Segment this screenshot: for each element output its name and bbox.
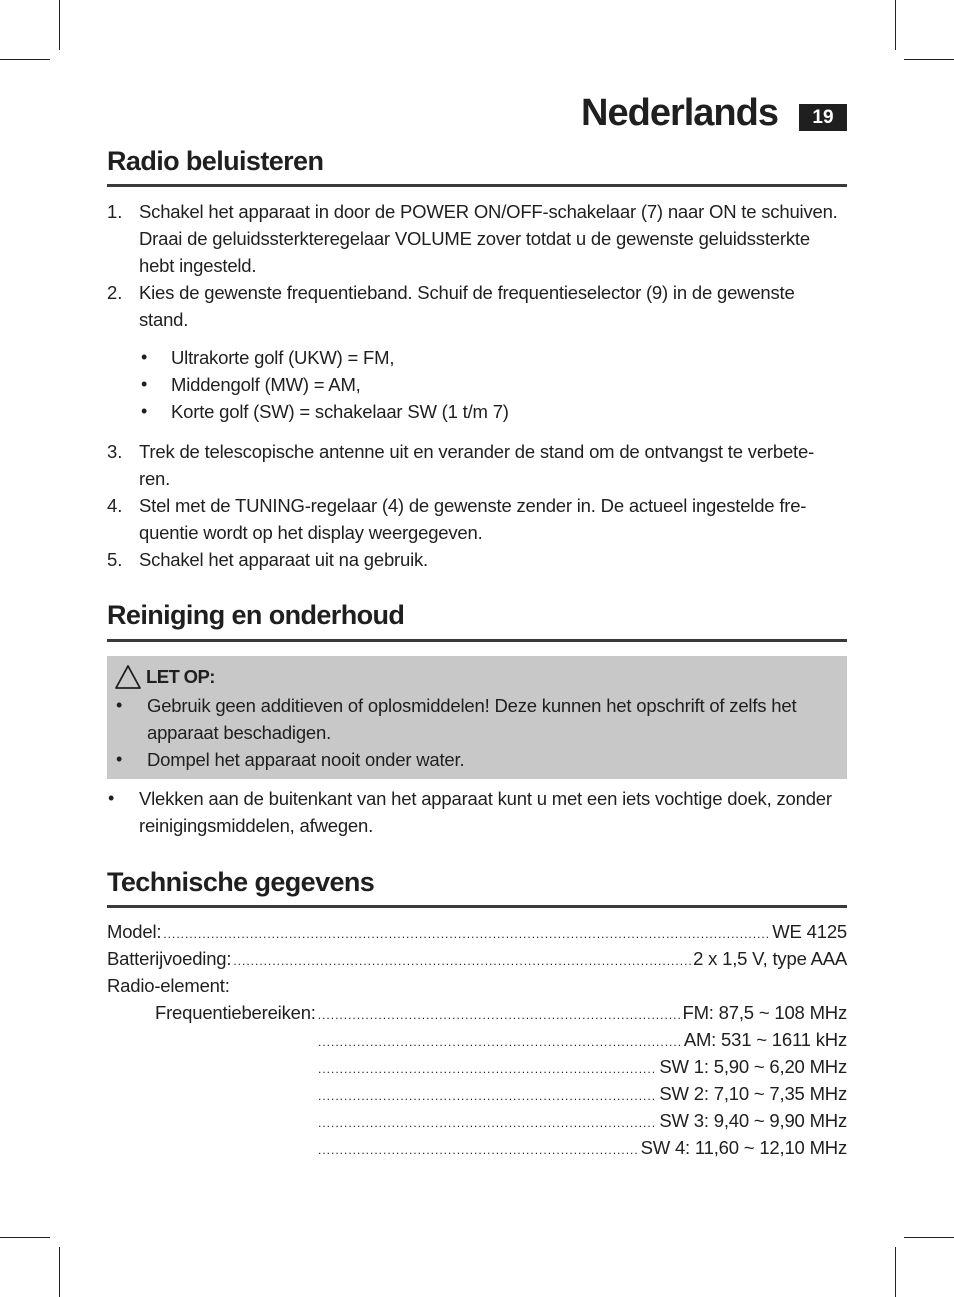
step-number: 5. — [107, 549, 123, 570]
spec-row-frequency: ..... SW 4: 11,60 ~ 12,10 MHz — [316, 1134, 847, 1164]
crop-mark — [895, 1247, 896, 1297]
spec-row-frequency: ..... SW 2: 7,10 ~ 7,35 MHz — [316, 1080, 847, 1110]
step-number: 4. — [107, 495, 123, 516]
language-title: Nederlands — [581, 92, 778, 134]
warning-item: Gebruik geen additieven of oplosmiddelen! Deze kunnen het opschrift of zelfs het apparaat beschadigen. — [147, 695, 797, 743]
step-text: Trek de telescopische antenne uit en verander de stand om de ontvangst te verbete- ren. — [139, 441, 815, 489]
spec-row-frequency: Frequentiebereiken: ..... FM: 87,5 ~ 108 MHz — [155, 999, 847, 1029]
dot-leader — [163, 921, 770, 948]
section-divider — [107, 184, 847, 187]
cleaning-tip: Vlekken aan de buitenkant van het apparaat kunt u met een iets vochtige doek, zonder reinigingsmiddelen, afwegen. — [139, 788, 832, 836]
crop-mark — [904, 59, 954, 60]
section-title-specs: Technische gegevens — [107, 867, 375, 897]
band-item: Middengolf (MW) = AM, — [171, 374, 361, 395]
section-divider — [107, 905, 847, 908]
step-text: Kies de gewenste frequentieband. Schuif de frequentieselector (9) in de gewenste stand. — [139, 282, 795, 330]
spec-row-frequency: ..... SW 3: 9,40 ~ 9,90 MHz — [316, 1107, 847, 1137]
spec-row-battery: Batterijvoeding: ..... 2 x 1,5 V, type AAA — [107, 945, 847, 975]
dot-leader — [318, 1002, 681, 1029]
section-divider — [107, 639, 847, 642]
step-text: Stel met de TUNING-regelaar (4) de gewenste zender in. De actueel ingestelde fre- quentie wordt op het display weergegeven. — [139, 495, 807, 543]
dot-leader — [233, 948, 691, 975]
crop-mark — [904, 1237, 954, 1238]
bullet-dot: • — [116, 695, 123, 715]
dot-leader — [318, 1083, 657, 1110]
dot-leader — [318, 1029, 682, 1056]
spec-row-frequency: ..... AM: 531 ~ 1611 kHz — [316, 1026, 847, 1056]
step-text: Schakel het apparaat in door de POWER ON/OFF-schakelaar (7) naar ON te schuiven. Draai de geluidssterkteregelaar VOLUME zover totdat u de gewenste geluidssterkte hebt ingesteld. — [139, 201, 838, 276]
spec-radio-label: Radio-element: — [107, 975, 230, 996]
spec-row-frequency: ..... SW 1: 5,90 ~ 6,20 MHz — [316, 1053, 847, 1083]
dot-leader — [318, 1110, 657, 1137]
band-item: Ultrakorte golf (UKW) = FM, — [171, 347, 395, 368]
section-title-cleaning: Reiniging en onderhoud — [107, 600, 405, 630]
step-number: 1. — [107, 201, 123, 222]
dot-leader — [318, 1056, 657, 1083]
page-number-badge: 19 — [799, 104, 847, 131]
crop-mark — [0, 1237, 50, 1238]
band-item: Korte golf (SW) = schakelaar SW (1 t/m 7) — [171, 401, 509, 422]
warning-label: LET OP: — [146, 666, 215, 687]
bullet-dot: • — [116, 749, 123, 769]
spec-row-model: Model: ..... WE 4125 — [107, 918, 847, 948]
bullet-dot: • — [108, 788, 115, 808]
warning-triangle-icon — [114, 664, 142, 690]
bullet-dot: • — [141, 347, 148, 367]
crop-mark — [59, 0, 60, 50]
dot-leader — [318, 1137, 639, 1164]
crop-mark — [0, 59, 50, 60]
crop-mark — [895, 0, 896, 50]
step-number: 3. — [107, 441, 123, 462]
bullet-dot: • — [141, 401, 148, 421]
step-text: Schakel het apparaat uit na gebruik. — [139, 549, 428, 570]
bullet-dot: • — [141, 374, 148, 394]
section-title-radio: Radio beluisteren — [107, 146, 324, 176]
crop-mark — [59, 1247, 60, 1297]
step-number: 2. — [107, 282, 123, 303]
warning-item: Dompel het apparaat nooit onder water. — [147, 749, 465, 770]
